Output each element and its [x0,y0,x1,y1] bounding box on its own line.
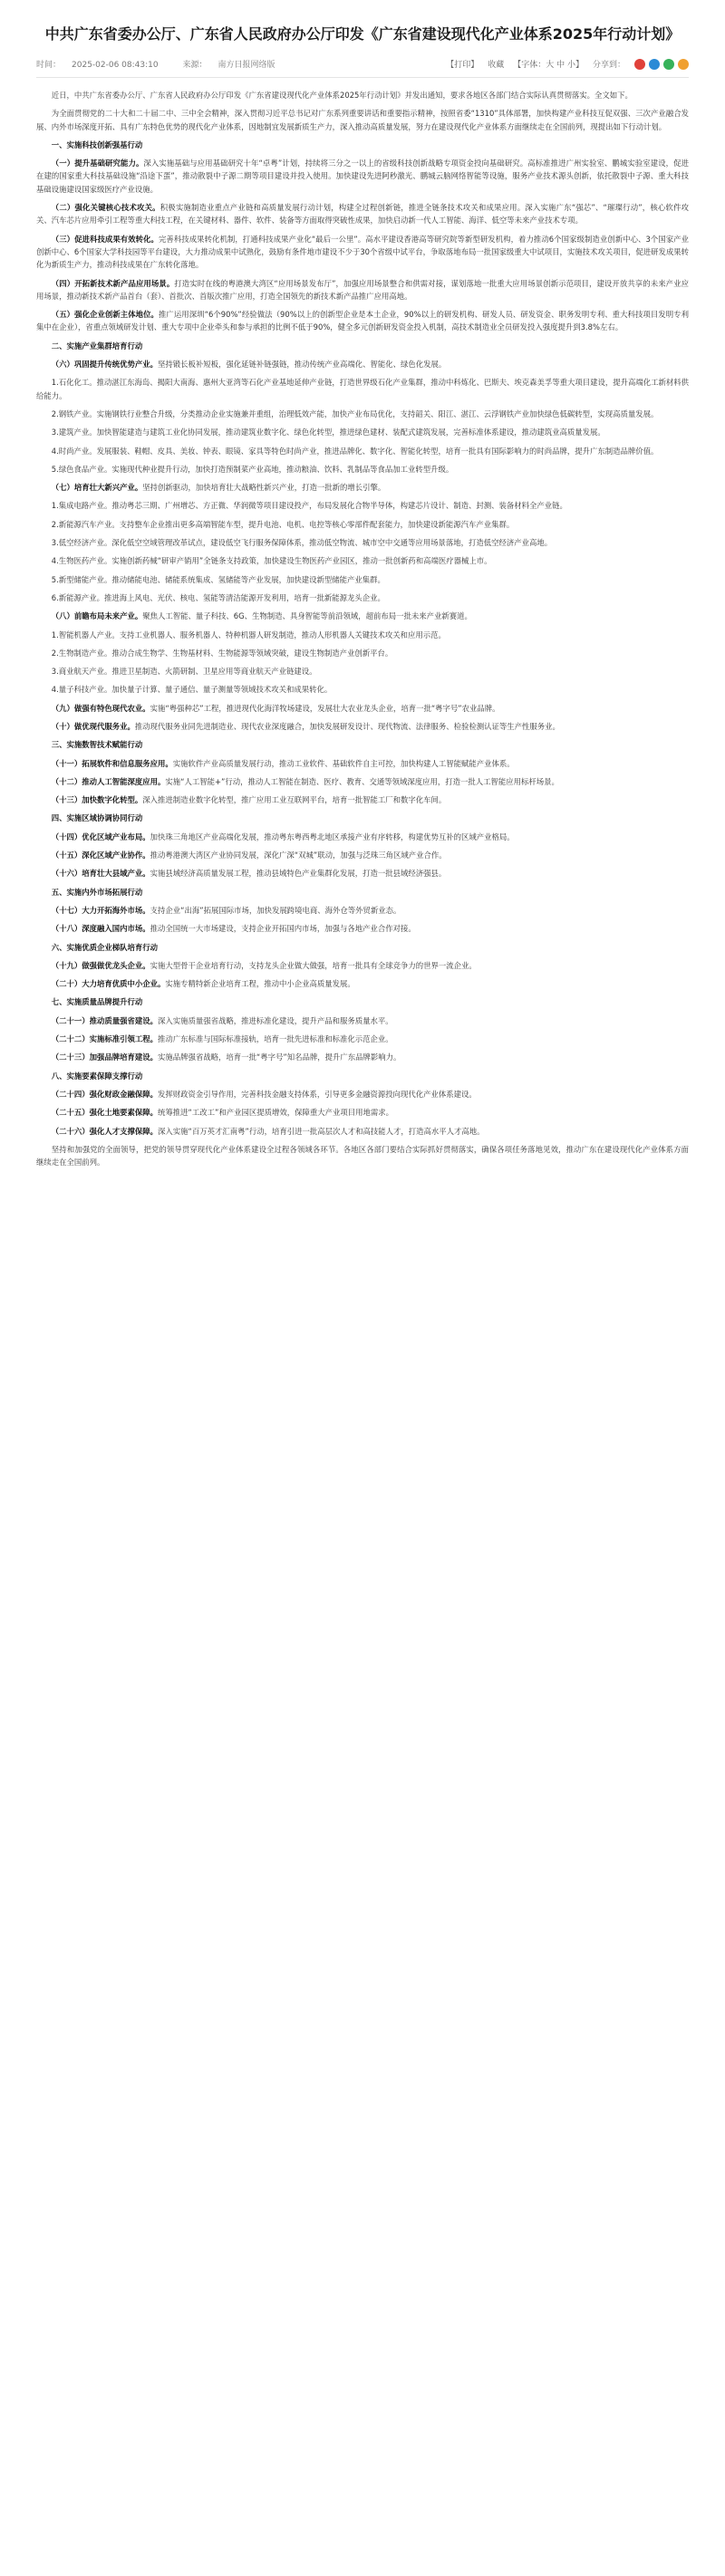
paragraph [36,1125,689,1138]
paragraph-lead: （十二）推动人工智能深度应用。 [51,776,166,786]
favorite-button[interactable]: 收藏 [488,61,505,70]
paragraph-text: 发挥财政资金引导作用，完善科技金融支持体系，引导更多金融资源投向现代化产业体系建设。 [158,1089,477,1099]
paragraph: 5.绿色食品产业。实施现代种业提升行动，加快打造预制菜产业高地，推动粮油、饮料、乳制品等食品加工业转型升级。 [51,464,454,474]
paragraph [36,277,689,303]
time-label: 时间： [36,61,62,70]
paragraph [36,849,689,861]
paragraph-lead: （十）做优现代服务业。 [51,721,135,731]
paragraph-lead: （二十二）实施标准引领工程。 [51,1034,159,1044]
meta-toolbar [446,58,689,70]
paragraph-lead: （十四）优化区域产业布局。 [51,831,150,841]
paragraph-lead: （二）强化关键核心技术攻关。 [51,203,160,213]
paragraph-text: 推动全国统一大市场建设，支持企业开拓国内市场，加强与各地产业合作对接。 [150,924,416,934]
section-heading: 五、实施内外市场拓展行动 [51,887,143,897]
paragraph: 2.生物制造产业。推动合成生物学、生物基材料、生物能源等领域突破，建设生物制造产业创新平台。 [51,648,393,658]
paragraph-text: 实施品牌强省战略，培育一批“粤字号”知名品牌，提升广东品牌影响力。 [158,1053,401,1062]
article-title: 中共广东省委办公厅、广东省人民政府办公厅印发《广东省建设现代化产业体系2025年行动计划》 [44,25,681,43]
paragraph [36,233,689,272]
wechat-share-icon[interactable] [663,59,674,70]
paragraph-lead: （十五）深化区域产业协作。 [51,851,150,860]
paragraph: 1.石化化工。推动湛江东海岛、揭阳大南海、惠州大亚湾等石化产业基地延伸产业链，打造世界级石化产业集群，推动中科炼化、巴斯夫、埃克森美孚等重大项目建设，提升高端化工新材料供给能力。 [36,378,689,400]
source-label: 来源： [182,61,208,70]
paragraph-lead: （二十四）强化财政金融保障。 [51,1089,159,1099]
paragraph-text: 推动现代服务业同先进制造业、现代农业深度融合，加快发展研发设计、现代物流、法律服务、检验检测认证等生产性服务业。 [134,721,560,731]
section-heading: 二、实施产业集群培育行动 [51,341,143,351]
paragraph [36,1106,689,1119]
paragraph [36,201,689,227]
paragraph [36,1088,689,1101]
paragraph-lead: （三）促进科技成果有效转化。 [51,234,159,244]
share-label: 分享到： [592,61,625,70]
paragraph-lead: （八）前瞻布局未来产业。 [51,611,143,621]
paragraph-text: 打造实时在线的粤港澳大湾区“应用场景发布厅”，加强应用场景整合和供需对接，谋划落地一批重大应用场景创新示范项目，建设开放共享的未来产业应用场景，推动新技术新产品首台（套）、首批次、首版次推广应用，打造全国领先的新技术新产品推广应用高地。 [36,278,689,301]
paragraph: 近日，中共广东省委办公厅、广东省人民政府办公厅印发《广东省建设现代化产业体系2025年行动计划》并发出通知，要求各地区各部门结合实际认真贯彻落实。全文如下。 [51,91,633,100]
paragraph [36,308,689,334]
font-size-control[interactable]: 【字体：大 中 小】 [513,61,584,70]
paragraph-text: 积极实施制造业重点产业链和高质量发展行动计划，构建全过程创新链，推进全链条技术攻关和成果应用。深入实施广东“强芯”、“璀璨行动”，核心软件攻关、汽车芯片应用牵引工程等重大科技工程，在关键材料、器件、软件、装备等方面取得突破性成果，加快启动新一代人工智能、海洋、低空等未来产业技术专项。 [36,203,689,226]
paragraph-lead: （一）提升基础研究能力。 [51,159,144,168]
paragraph-lead: （二十五）强化土地要素保障。 [51,1108,159,1118]
paragraph [36,157,689,196]
paragraph-lead: （十一）拓展软件和信息服务应用。 [51,758,173,768]
paragraph-text: 实施县域经济高质量发展工程，推动县域特色产业集群化发展，打造一批县域经济强县。 [150,869,447,879]
paragraph-lead: （九）做强有特色现代农业。 [51,703,150,713]
paragraph: 2.钢铁产业。实施钢铁行业整合升级，分类推动企业实施兼并重组，治理低效产能，加快产业布局优化，支持韶关、阳江、湛江、云浮钢铁产业加快绿色低碳转型，实现高质量发展。 [51,409,659,418]
paragraph: 为全面贯彻党的二十大和二十届二中、三中全会精神，深入贯彻习近平总书记对广东系列重要讲话和重要指示精神，按照省委“1310”具体部署，加快构建产业科技互促双强、三次产业融合发展、内外市场深度开拓、具有广东特色优势的现代化产业体系，因地制宜发展新质生产力，深入推动高质量发展，努力在建设现代化产业体系方面继续走在全国前列，现提出如下行动计划。 [36,109,689,131]
paragraph-lead: （六）巩固提升传统优势产业。 [51,360,159,370]
section-heading: 七、实施质量品牌提升行动 [51,997,143,1007]
paragraph-text: 实施“粤强种芯”工程，推进现代化海洋牧场建设，发展壮大农业龙头企业，培育一批“粤字号”农业品牌。 [150,703,500,713]
paragraph [36,481,689,494]
paragraph: 4.时尚产业。发展服装、鞋帽、皮具、美妆、钟表、眼镜、家具等特色时尚产业，推进品牌化、数字化、智能化转型，培育一批具有国际影响力的时尚品牌，提升广东制造品牌价值。 [51,446,659,456]
source [182,61,285,70]
paragraph-lead: （十八）深度融入国内市场。 [51,924,150,934]
paragraph: 6.新能源产业。推进海上风电、光伏、核电、氢能等清洁能源开发利用，培育一批新能源龙头企业。 [51,592,385,602]
paragraph: 4.量子科技产业。加快量子计算、量子通信、量子测量等领域技术攻关和成果转化。 [51,685,333,695]
paragraph [36,904,689,917]
article-container [36,0,689,1168]
paragraph-lead: （十三）加快数字化转型。 [51,795,143,805]
paragraph-text: 推动粤港澳大湾区产业协同发展，深化广深“双城”联动，加强与泛珠三角区域产业合作。 [150,851,447,860]
paragraph: 1.智能机器人产业。支持工业机器人、服务机器人、特种机器人研发制造，推动人形机器人关键技术攻关和应用示范。 [51,630,446,639]
print-button[interactable]: 【打印】 [446,61,479,70]
paragraph [36,720,689,733]
paragraph [36,793,689,806]
article-meta-bar [36,58,689,78]
paragraph: 3.建筑产业。加快智能建造与建筑工业化协同发展，推动建筑业数字化、绿色化转型，推进绿色建材、装配式建筑发展，完善标准体系建设，推动建筑业高质量发展。 [51,428,605,437]
section-heading: 八、实施要素保障支撑行动 [51,1071,143,1081]
paragraph [36,867,689,879]
paragraph-text: 坚持创新驱动，加快培育壮大战略性新兴产业，打造一批新的增长引擎。 [142,483,386,493]
paragraph [36,757,689,770]
paragraph [36,959,689,972]
weibo-share-icon[interactable] [634,59,645,70]
meta-info [36,58,297,70]
paragraph: 5.新型储能产业。推动储能电池、储能系统集成、氢储能等产业发展，加快建设新型储能产业集群。 [51,574,385,584]
paragraph-text: 深入推进制造业数字化转型，推广应用工业互联网平台，培育一批智能工厂和数字化车间。 [142,795,447,805]
paragraph-lead: （七）培育壮大新兴产业。 [51,483,143,493]
paragraph-text: 深入实施基础与应用基础研究十年“卓粤”计划，持续将三分之一以上的省级科技创新战略专项资金投向基础研究。高标准推进广州实验室、鹏城实验室建设，促进在建的国家重大科技基础设施“沿途下蛋”，推动散裂中子源二期等项目建设并投入使用。加快建设先进阿秒激光、鹏城云脑网络智能等设施，服务产业技术源头创新，依托散裂中子源、重大科技基础设施建设国家级医疗产业设施。 [36,159,689,194]
paragraph-text: 实施专精特新企业培育工程，推动中小企业高质量发展。 [165,979,355,989]
paragraph-text: 聚焦人工智能、量子科技、6G、生物制造、具身智能等前沿领域，超前布局一批未来产业新赛道。 [142,611,472,621]
paragraph [36,831,689,843]
paragraph-text: 实施“人工智能+”行动，推动人工智能在制造、医疗、教育、交通等领域深度应用，打造一批人工智能应用标杆场景。 [165,776,559,786]
paragraph-lead: （二十）大力培育优质中小企业。 [51,979,166,989]
paragraph [36,922,689,935]
paragraph-text: 实施软件产业高质量发展行动，推动工业软件、基础软件自主可控，加快构建人工智能赋能产业体系。 [172,758,515,768]
paragraph-text: 实施大型骨干企业培育行动，支持龙头企业做大做强，培育一批具有全球竞争力的世界一流企业。 [150,960,477,970]
paragraph-lead: （二十六）强化人才支撑保障。 [51,1126,159,1136]
paragraph-text: 坚持锻长板补短板，强化延链补链强链，推动传统产业高端化、智能化、绿色化发展。 [158,360,447,370]
paragraph [36,610,689,622]
paragraph-lead: （十六）培育壮大县域产业。 [51,869,150,879]
paragraph [36,702,689,715]
paragraph [36,1033,689,1045]
paragraph-text: 完善科技成果转化机制，打通科技成果产业化“最后一公里”。高水平建设香港高等研究院等新型研发机构，着力推动6个国家级制造业创新中心、3个国家产业创新中心、6个国家大学科技园等平台建设，大力推动成果中试熟化，鼓励有条件地市建设不少于30个省级中试平台，争取落地布局一批国家级重大中试项目，实施技术攻关项目，促进研发成果转化为新质生产力，推动科技成果在广东转化落地。 [36,234,689,270]
qq-share-icon[interactable] [649,59,660,70]
paragraph [36,977,689,990]
paragraph-lead: （四）开拓新技术新产品应用场景。 [51,278,175,288]
paragraph-text: 推广运用深圳“6个90%”经验做法（90%以上的创新型企业是本土企业，90%以上的研发机构、研发人员、研发资金、职务发明专利、重大科技项目发明专利集中在企业），省重点领域研发计划、重大专项中企业牵头和参与承担的比例不低于90%，健全多元创新研发资金投入机制，高技术制造业全员研发投入强度提升到3.8%左右。 [36,310,689,332]
paragraph: 4.生物医药产业。实施创新药械“研审产销用”全链条支持政策，加快建设生物医药产业园区，推动一批创新药和高端医疗器械上市。 [51,556,492,566]
source-value: 南方日报网络版 [218,61,276,70]
section-heading: 一、实施科技创新强基行动 [51,139,143,149]
paragraph [36,1014,689,1027]
paragraph-text: 推动广东标准与国际标准接轨，培育一批先进标准和标准化示范企业。 [158,1034,393,1044]
more-share-icon[interactable] [678,59,689,70]
paragraph-text: 加快珠三角地区产业高端化发展，推动粤东粤西粤北地区承接产业有序转移，构建优势互补的区域产业格局。 [150,831,515,841]
paragraph-lead: （十九）做强做优龙头企业。 [51,960,150,970]
paragraph-lead: （二十三）加强品牌培育建设。 [51,1053,159,1062]
paragraph [36,1051,689,1063]
paragraph-lead: （二十一）推动质量强省建设。 [51,1015,159,1025]
share-icons [634,59,689,70]
paragraph-lead: （五）强化企业创新主体地位。 [51,310,159,320]
paragraph: 2.新能源汽车产业。支持整车企业推出更多高端智能车型，提升电池、电机、电控等核心零部件配套能力，加快建设新能源汽车产业集群。 [51,519,515,529]
paragraph-text: 深入实施质量强省战略，推进标准化建设，提升产品和服务质量水平。 [158,1015,393,1025]
paragraph [36,775,689,788]
section-heading: 六、实施优质企业梯队培育行动 [51,942,159,952]
paragraph: 3.低空经济产业。深化低空空域管理改革试点，建设低空飞行服务保障体系，推动低空物流、城市空中交通等应用场景落地，打造低空经济产业高地。 [51,538,553,548]
paragraph: 3.商业航天产业。推进卫星制造、火箭研制、卫星应用等商业航天产业链建设。 [51,667,317,677]
article-body [36,89,689,1168]
publish-time [36,61,169,70]
section-heading: 四、实施区域协调协同行动 [51,813,143,823]
paragraph: 坚持和加强党的全面领导，把党的领导贯穿现代化产业体系建设全过程各领域各环节。各地区各部门要结合实际抓好贯彻落实，确保各项任务落地见效，推动广东在建设现代化产业体系方面继续走在全国前列。 [36,1144,689,1168]
section-heading: 三、实施数智技术赋能行动 [51,740,143,750]
paragraph-lead: （十七）大力开拓海外市场。 [51,905,150,915]
paragraph-text: 深入实施“百万英才汇南粤”行动，培育引进一批高层次人才和高技能人才，打造高水平人才高地。 [158,1126,485,1136]
paragraph-text: 支持企业“出海”拓展国际市场，加快发展跨境电商、海外仓等外贸新业态。 [150,905,401,915]
paragraph [36,358,689,370]
paragraph: 1.集成电路产业。推动粤芯三期、广州增芯、方正微、华润微等项目建设投产，布局发展化合物半导体，构建芯片设计、制造、封测、装备材料全产业链。 [51,501,567,511]
paragraph-text: 统筹推进“工改工”和产业园区提质增效，保障重大产业项目用地需求。 [158,1108,393,1118]
time-value: 2025-02-06 08:43:10 [72,61,159,70]
